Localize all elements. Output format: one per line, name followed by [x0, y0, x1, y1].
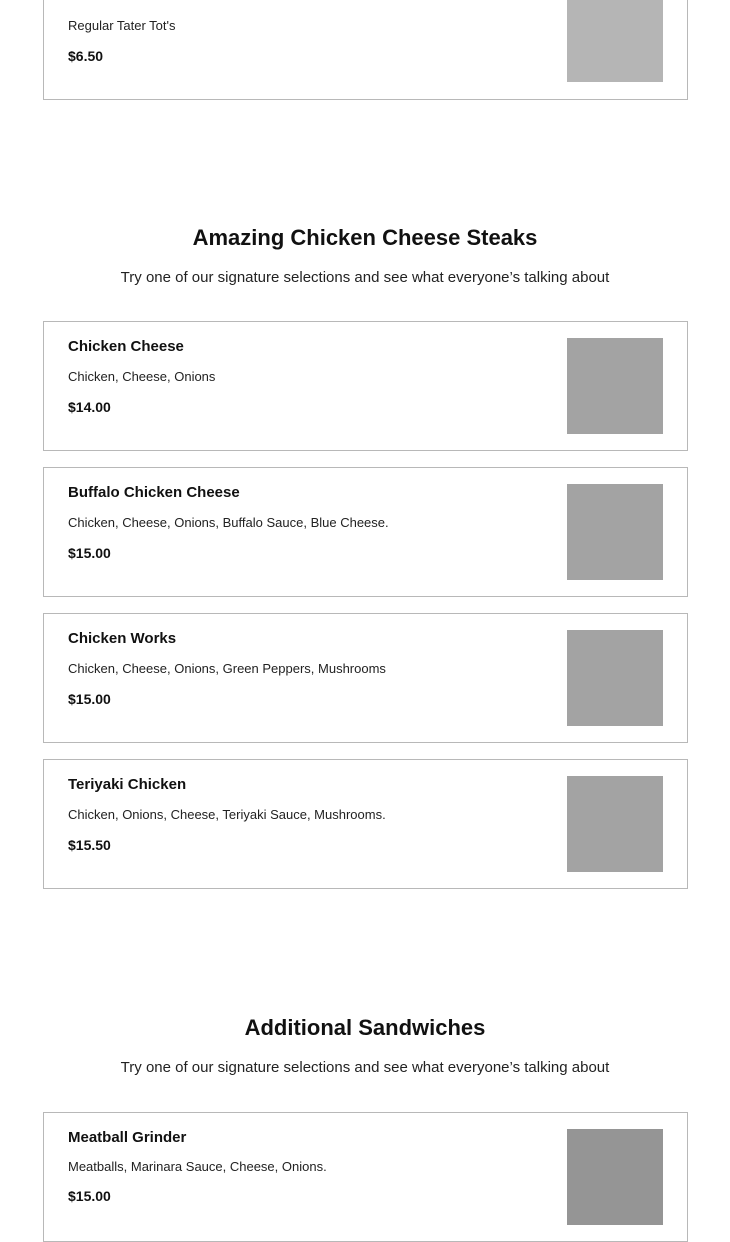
menu-item-name: Teriyaki Chicken [68, 776, 187, 793]
menu-item-name: Meatball Grinder [68, 1129, 187, 1146]
menu-item-name: Chicken Works [68, 630, 177, 647]
menu-item-image [567, 484, 663, 580]
menu-item-image [567, 0, 663, 82]
menu-item-card[interactable] [43, 321, 688, 451]
section-subtitle: Try one of our signature selections and see what everyone’s talking about [120, 1059, 610, 1076]
menu-item-description: Chicken, Onions, Cheese, Teriyaki Sauce, Mushrooms. [68, 807, 386, 822]
menu-item-price: $6.50 [68, 48, 104, 64]
menu-item-description: Meatballs, Marinara Sauce, Cheese, Onions. [68, 1159, 327, 1174]
menu-item-card[interactable] [43, 0, 688, 100]
menu-item-description: Chicken, Cheese, Onions, Green Peppers, Mushrooms [68, 661, 386, 676]
section-title: Additional Sandwiches [244, 1015, 486, 1040]
menu-item-price: $15.00 [68, 691, 111, 707]
menu-item-price: $14.00 [68, 399, 111, 415]
menu-item-image [567, 1129, 663, 1225]
menu-item-card[interactable] [43, 1112, 688, 1242]
menu-item-description: Regular Tater Tot's [68, 18, 176, 33]
menu-item-image [567, 338, 663, 434]
menu-item-card[interactable] [43, 759, 688, 889]
menu-item-description: Chicken, Cheese, Onions, Buffalo Sauce, Blue Cheese. [68, 515, 389, 530]
menu-item-price: $15.00 [68, 1188, 111, 1204]
menu-item-image [567, 776, 663, 872]
menu-item-name: Chicken Cheese [68, 338, 184, 355]
menu-item-image [567, 630, 663, 726]
menu-item-description: Chicken, Cheese, Onions [68, 369, 216, 384]
menu-item-price: $15.00 [68, 545, 111, 561]
menu-item-name: Buffalo Chicken Cheese [68, 484, 240, 501]
menu-item-price: $15.50 [68, 837, 111, 853]
menu-item-card[interactable] [43, 467, 688, 597]
section-subtitle: Try one of our signature selections and see what everyone’s talking about [120, 269, 610, 286]
section-title: Amazing Chicken Cheese Steaks [192, 225, 538, 250]
menu-item-card[interactable] [43, 613, 688, 743]
